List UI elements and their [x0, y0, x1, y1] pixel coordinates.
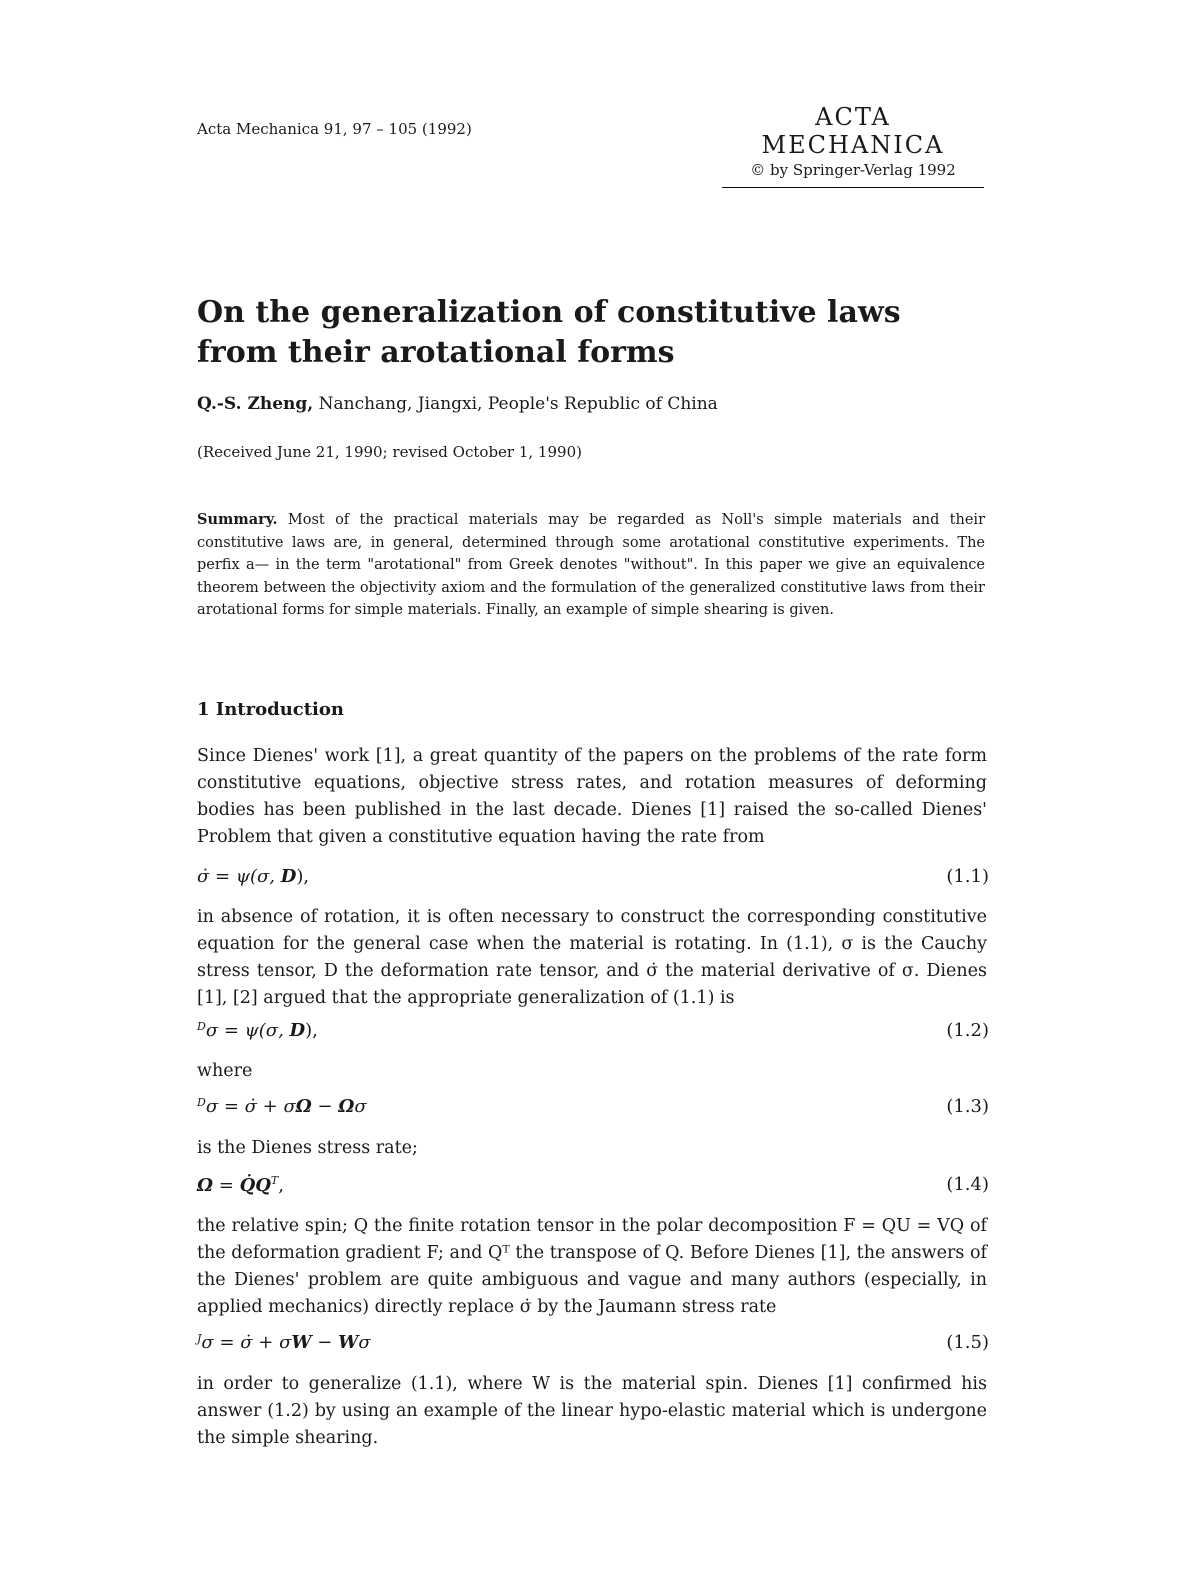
author-name: Q.-S. Zheng,	[197, 394, 314, 414]
paragraph-where: where	[197, 1061, 253, 1081]
paragraph-dienes-rate: is the Dienes stress rate;	[197, 1138, 418, 1158]
equation-number: (1.4)	[946, 1174, 989, 1195]
title-line-2: from their arotational forms	[197, 335, 675, 370]
paper-title	[197, 293, 977, 373]
equation-number: (1.3)	[946, 1096, 989, 1117]
equation-body: $^D$σ = ψ(σ, D),	[197, 1020, 318, 1041]
paragraph-intro-1: Since Dienes' work [1], a great quantity of the papers on the problems of the rate form constitutive equations, objective stress rates, and rotation measures of deforming bodies has been published in the last decade. Dienes [1] raised the so-called Dienes' Problem that given a constitutive equation having the rate from	[197, 746, 987, 847]
journal-masthead	[722, 103, 984, 188]
equation-number: (1.1)	[946, 866, 989, 887]
author-affiliation: Nanchang, Jiangxi, People's Republic of China	[318, 394, 718, 414]
equation-body: $^J$σ = σ̇ + σW − Wσ	[197, 1332, 371, 1353]
journal-name: ACTA MECHANICA	[761, 103, 945, 159]
summary-abstract	[197, 509, 985, 622]
equation-body: $\Omega = Q̇Q^T$,	[197, 1174, 284, 1196]
section-heading: 1 Introduction	[197, 699, 344, 720]
equation-1-3	[197, 1096, 989, 1124]
equation-number: (1.2)	[946, 1020, 989, 1041]
author-line	[197, 394, 718, 414]
equation-1-2	[197, 1020, 989, 1048]
equation-1-4	[197, 1174, 989, 1202]
equation-body: σ̇ = ψ(σ, D),	[197, 866, 310, 887]
paragraph-intro-3: in order to generalize (1.1), where W is the material spin. Dienes [1] confirmed his answer (1.2) by using an example of the linear hypo-elastic material which is undergone the simple shearing.	[197, 1374, 987, 1448]
journal-citation: Acta Mechanica 91, 97 – 105 (1992)	[197, 120, 472, 138]
summary-label: Summary.	[197, 511, 278, 528]
equation-body: $^D$σ = σ̇ + σΩ − Ωσ	[197, 1096, 367, 1117]
masthead-rule	[722, 187, 984, 188]
equation-1-5	[197, 1332, 989, 1360]
received-dates: (Received June 21, 1990; revised October 1, 1990)	[197, 443, 582, 461]
equation-number: (1.5)	[946, 1332, 989, 1353]
paragraph-relative-spin: the relative spin; Q the finite rotation tensor in the polar decomposition F = QU = VQ of the deformation gradient F; and Qᵀ the transpose of Q. Before Dienes [1], the answers of the Dienes' problem are quite ambiguous and vague and many authors (especially, in applied mechanics) directly replace σ̇ by the Jaumann stress rate	[197, 1216, 987, 1317]
equation-1-1	[197, 866, 989, 894]
paragraph-intro-2: in absence of rotation, it is often necessary to construct the corresponding constitutive equation for the general case when the material is rotating. In (1.1), σ is the Cauchy stress tensor, D the deformation rate tensor, and σ̇ the material derivative of σ. Dienes [1], [2] argued that the appropriate generalization of (1.1) is	[197, 907, 987, 1008]
copyright-notice: © by Springer-Verlag 1992	[750, 161, 956, 179]
title-line-1: On the generalization of constitutive laws	[197, 295, 901, 330]
summary-text: Most of the practical materials may be regarded as Noll's simple materials and their constitutive laws are, in general, determined through some arotational constitutive experiments. The perfix a— in the term "arotational" from Greek denotes "without". In this paper we give an equivalence theorem between the objectivity axiom and the formulation of the generalized constitutive laws from their arotational forms for simple materials. Finally, an example of simple shearing is given.	[197, 512, 985, 618]
